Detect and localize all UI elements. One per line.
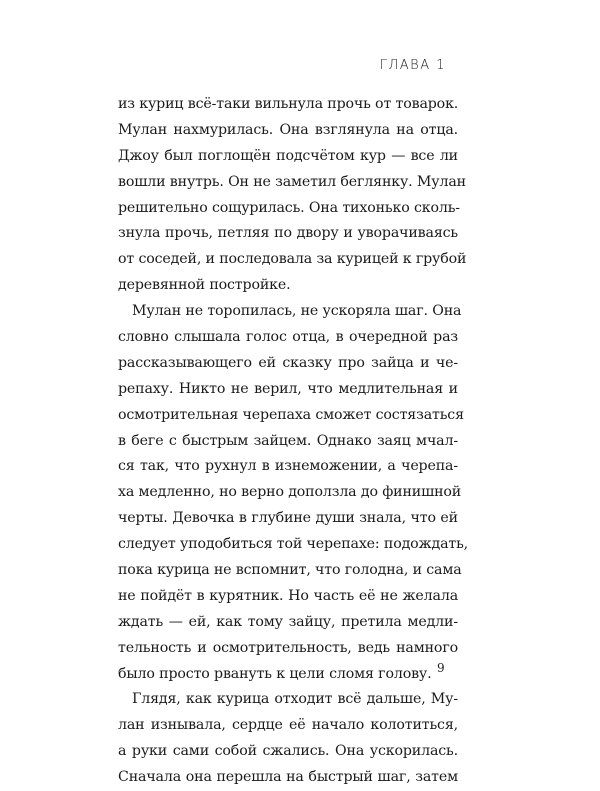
text-line: словно слышала голос отца, в очередной раз — [118, 329, 458, 346]
text-line: в беге с быстрым зайцем. Однако заяц мчал- — [118, 432, 458, 449]
text-line: черты. Девочка в глубине души знала, что ей — [118, 510, 458, 527]
text-line: от соседей, и последовала за курицей к грубой — [118, 251, 467, 268]
text-line: Мулан нахмурилась. Она взглянула на отца. — [118, 121, 458, 138]
text-line: деревянной постройке. — [118, 277, 291, 294]
text-line: знула прочь, петляя по двору и уворачиваясь — [118, 225, 458, 242]
text-line: следует уподобиться той черепахе: подождать, — [118, 536, 469, 553]
text-line: Сначала она перешла на быстрый шаг, затем — [118, 769, 458, 786]
text-line: Глядя, как курица отходит всё дальше, Му- — [132, 691, 458, 708]
text-line: ся так, что рухнул в изнеможении, а черепа- — [118, 458, 458, 475]
text-line: рассказывающего ей сказку про зайца и че- — [118, 354, 458, 371]
running-head: ГЛАВА 1 — [379, 58, 446, 73]
paragraph — [118, 687, 458, 791]
paragraph — [118, 92, 467, 299]
page-number: 9 — [437, 661, 445, 675]
text-line: из куриц всё-таки вильнула прочь от товарок. — [118, 96, 459, 112]
text-line: Джоу был поглощён подсчётом кур — все ли — [118, 147, 458, 164]
text-line: решительно сощурилась. Она тихонько сколь- — [118, 199, 460, 216]
body-text — [118, 92, 469, 791]
text-line: осмотрительная черепаха сможет состязаться — [118, 406, 464, 423]
text-line: было просто рвануть к цели сломя голову. — [118, 665, 432, 682]
text-line: Мулан не торопилась, не ускоряла шаг. Она — [132, 303, 462, 320]
text-line: не пойдёт в курятник. Но часть её не желала — [118, 587, 458, 604]
text-line: репаху. Никто не верил, что медлительная и — [118, 380, 458, 397]
text-line: лан изнывала, сердце её начало колотиться, — [118, 717, 458, 734]
text-line: ждать — ей, как тому зайцу, претила медли- — [118, 613, 458, 630]
text-line: ха медленно, но верно доползла до финишной — [118, 484, 462, 501]
paragraph — [118, 299, 469, 687]
text-line: тельность и осмотрительность, ведь намного — [118, 639, 458, 656]
text-line: пока курица не вспомнит, что голодна, и сама — [118, 562, 462, 579]
text-line: а руки сами собой сжались. Она ускорилась. — [118, 743, 458, 760]
text-line: вошли внутрь. Он не заметил беглянку. Мулан — [118, 173, 466, 190]
